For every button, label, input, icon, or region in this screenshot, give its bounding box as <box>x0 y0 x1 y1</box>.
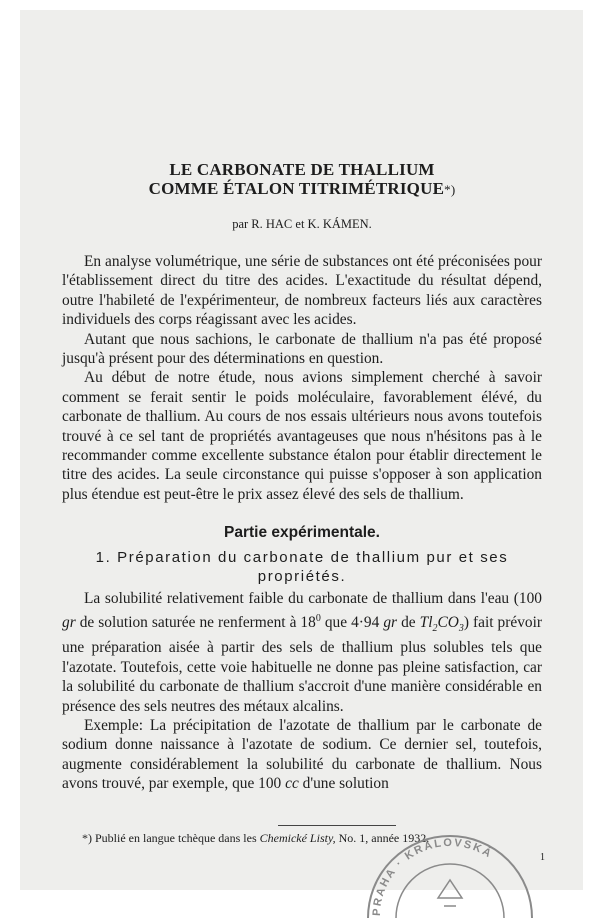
page-number: 1 <box>540 852 545 863</box>
title-footnote-mark: *) <box>444 182 456 197</box>
subsection-heading: 1. Préparation du carbonate de thallium pur et ses propriétés. <box>95 549 509 586</box>
svg-text:PRAHA · KRÁLOVSKÁ <box>371 837 495 916</box>
stamp-inner-ring <box>396 864 504 918</box>
title-line-1: LE CARBONATE DE THALLIUM <box>169 160 435 179</box>
article-title <box>62 160 542 199</box>
intro-paragraph-2: Autant que nous sachions, le carbonate de thallium n'a pas été proposé jusqu'à présent pour des déterminations en question. <box>62 330 542 368</box>
footnote-rule <box>278 825 396 826</box>
stamp-text: PRAHA · KRÁLOVSKÁ <box>370 836 495 917</box>
stamp-emblem <box>438 880 462 906</box>
body-paragraph-example: Exemple: La précipitation de l'azotate de thallium par le carbonate de sodium donne naissance à l'azotate de sodium. Ce dernier sel, toutefois, augmente considérablement la solubilité du carbonate de thallium. Nous avons trouvé, par exemple, que 100 cc d'une solution <box>62 716 542 793</box>
library-stamp <box>360 828 540 918</box>
paper-page <box>20 10 583 917</box>
article-content <box>62 160 542 794</box>
title-line-2: COMME ÉTALON TITRIMÉTRIQUE <box>148 179 445 198</box>
intro-paragraph-3: Au début de notre étude, nous avions simplement cherché à savoir comment se ferait sentir le poids moléculaire, favorablement élévé, du carbonate de thallium. Au cours de nos essais ultérieurs nous avons toutefois trouvé à ce sel tant de propriétés avantageuses que nous n'hésitons pas à le recommander comme excellente substance étalon pour établir directement le titre des acides. La seule circonstance qui puisse s'opposer à son application plus étendue est peut-être le prix assez élevé des sels de thallium. <box>62 369 542 503</box>
body-paragraph-solubility: La solubilité relativement faible du carbonate de thallium dans l'eau (100 gr de solution saturée ne renferment à $18^0$ que 4·94 gr de $Tl_2CO_3$) fait prévoir une préparation aisée à partir des sels de thallium plus solubles tels que l'azotate. Toutefois, cette voie habituelle ne donne pas pleine satisfaction, car la solubilité du carbonate de thallium s'accroit d'une manière considérable en présence des sels neutres des métaux alcalins. <box>62 590 542 715</box>
article-authors: par R. HAC et K. KÁMEN. <box>232 217 372 231</box>
footnote: *) Publié en langue tchèque dans les Chemické Listy, No. 1, année 1932. <box>82 831 430 845</box>
intro-paragraph-1: En analyse volumétrique, une série de substances ont été préconisées pour l'établissement direct du titre des acides. L'exactitude du résultat dépend, outre l'habileté de l'expérimenteur, de nombreux facteurs liés aux caractères individuels des corps réagissant avec les acides. <box>62 253 542 329</box>
formula-tl2co3: $Tl_2CO_3$ <box>419 613 464 634</box>
section-heading: Partie expérimentale. <box>224 524 380 542</box>
